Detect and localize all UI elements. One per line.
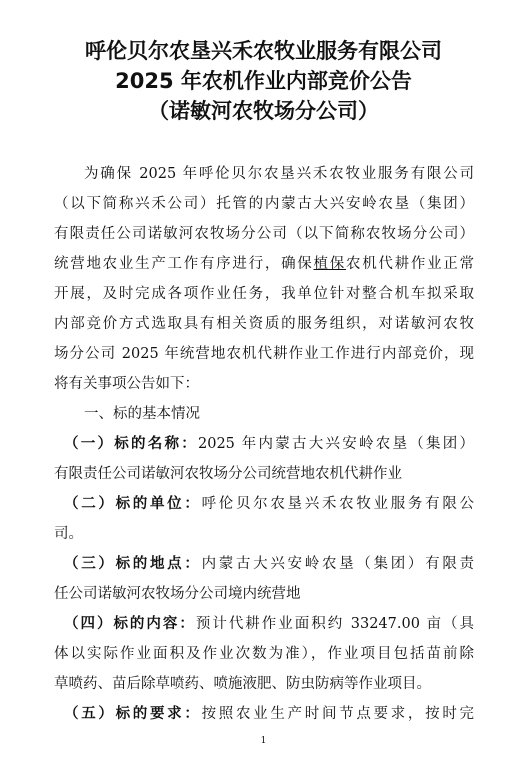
page-number: 1 <box>260 736 267 746</box>
item-unit-line <box>64 494 474 514</box>
item-text: 预计代耕作业面积约 33247.00 亩（具 <box>195 616 474 632</box>
title-line-3: （诺敏河农牧场分公司） <box>148 99 379 123</box>
item-text: 2025 年内蒙古大兴安岭农垦（集团） <box>198 436 474 452</box>
section-heading: 一、标的基本情况 <box>84 406 200 422</box>
item-place-line <box>64 554 474 574</box>
intro-line <box>54 254 474 274</box>
item-content-line: 体以实际作业面积及作业次数为准），作业项目包括苗前除 <box>54 646 474 662</box>
item-name-line: 有限责任公司诺敏河农牧场分公司统营地农机代耕作业 <box>54 466 402 482</box>
item-label: （三）标的地点： <box>64 555 202 572</box>
item-requirement-line <box>64 704 474 724</box>
intro-line: 场分公司 2025 年统营地农机代耕作业工作进行内部竞价，现 <box>54 346 474 362</box>
intro-line: 内部竞价方式选取具有相关资质的服务组织，对诺敏河农牧 <box>54 316 474 332</box>
intro-text: 统营地农业生产工作有序进行，确保 <box>54 256 314 272</box>
item-unit-line: 司。 <box>54 526 83 542</box>
title-line-1: 呼伦贝尔农垦兴禾农牧业服务有限公司 <box>85 39 442 63</box>
item-label: （四）标的内容： <box>64 615 196 632</box>
item-label: （二）标的单位： <box>64 495 202 512</box>
item-label: （五）标的要求： <box>64 705 202 722</box>
item-text: 按照农业生产时间节点要求，按时完 <box>201 706 474 722</box>
intro-line: 为确保 2025 年呼伦贝尔农垦兴禾农牧业服务有限公司 <box>84 166 474 182</box>
item-content-line: 草喷药、苗后除草喷药、喷施液肥、防虫防病等作业项目。 <box>54 676 431 692</box>
item-place-line: 任公司诺敏河农牧场分公司境内统营地 <box>54 586 301 602</box>
intro-line: （以下简称兴禾公司）托管的内蒙古大兴安岭农垦（集团） <box>54 196 474 212</box>
item-label: （一）标的名称： <box>64 435 198 452</box>
item-content-line <box>64 614 474 634</box>
intro-line: 将有关事项公告如下： <box>54 376 199 392</box>
intro-text: 农机代耕作业正常 <box>345 256 474 272</box>
intro-underlined-text: 植保 <box>313 256 346 272</box>
item-text: 呼伦贝尔农垦兴禾农牧业服务有限公 <box>201 496 474 512</box>
item-name-line <box>64 434 474 454</box>
intro-line: 开展，及时完成各项作业任务，我单位针对整合机车拟采取 <box>54 286 474 302</box>
intro-line: 有限责任公司诺敏河农牧场分公司（以下简称农牧场分公司） <box>54 226 474 242</box>
title-line-2: 2025 年农机作业内部竞价公告 <box>115 69 412 93</box>
item-text: 内蒙古大兴安岭农垦（集团）有限责 <box>201 556 474 572</box>
